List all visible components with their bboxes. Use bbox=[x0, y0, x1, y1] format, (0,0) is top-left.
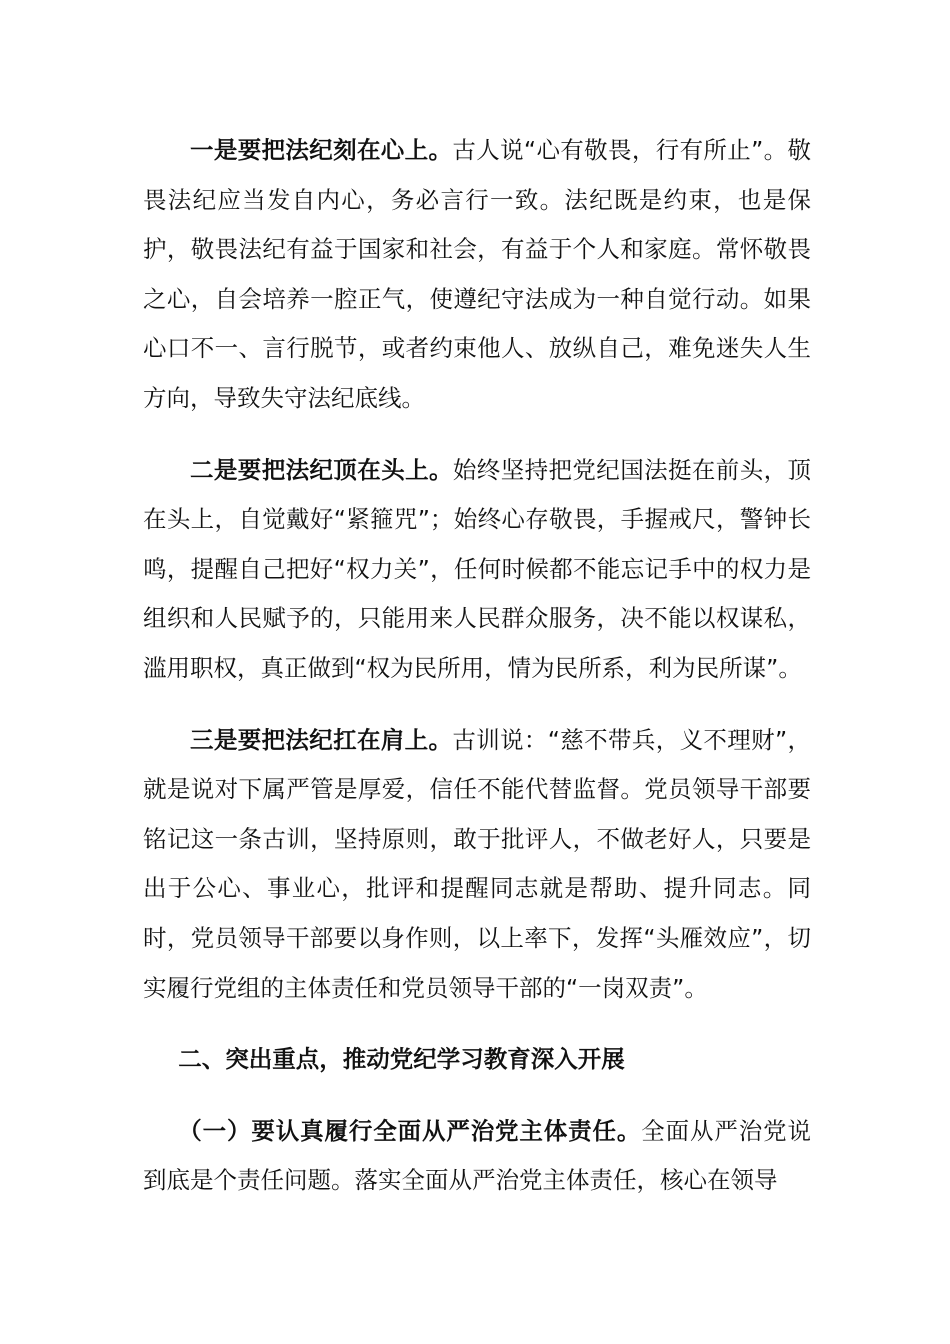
paragraph-2 bbox=[143, 446, 811, 694]
paragraph-1-body: 古人说“心有敬畏，行有所止”。敬畏法纪应当发自内心，务必言行一致。法纪既是约束，也是保护，敬畏法纪有益于国家和社会，有益于个人和家庭。常怀敬畏之心，自会培养一腔正气，使遵纪守法成为一种自觉行动。如果心口不一、言行脱节，或者约束他人、放纵自己，难免迷失人生方向，导致失守法纪底线。 bbox=[143, 136, 811, 412]
paragraph-3-lead: 三是要把法纪扛在肩上。 bbox=[190, 725, 453, 754]
sub-paragraph-lead: （一）要认真履行全面从严治党主体责任。 bbox=[178, 1116, 642, 1145]
paragraph-1-lead: 一是要把法纪刻在心上。 bbox=[190, 136, 453, 164]
section-heading: 二、突出重点，推动党纪学习教育深入开展 bbox=[178, 1045, 625, 1074]
paragraph-3 bbox=[143, 716, 811, 1014]
paragraph-2-lead: 二是要把法纪顶在头上。 bbox=[190, 455, 453, 484]
paragraph-3-body: 古训说：“慈不带兵，义不理财”，就是说对下属严管是厚爱，信任不能代替监督。党员领导干部要铭记这一条古训，坚持原则，敢于批评人，不做老好人，只要是出于公心、事业心，批评和提醒同志就是帮助、提升同志。同时，党员领导干部要以身作则，以上率下，发挥“头雁效应”，切实履行党组的主体责任和党员领导干部的“一岗双责”。 bbox=[143, 725, 811, 1002]
sub-paragraph bbox=[143, 1107, 811, 1206]
paragraph-2-body: 始终坚持把党纪国法挺在前头，顶在头上，自觉戴好“紧箍咒”；始终心存敬畏，手握戒尺，警钟长鸣，提醒自己把好“权力关”，任何时候都不能忘记手中的权力是组织和人民赋予的，只能用来人民群众服务，决不能以权谋私，滥用职权，真正做到“权为民所用，情为民所系，利为民所谋”。 bbox=[143, 455, 812, 682]
paragraph-1 bbox=[143, 126, 811, 424]
document-body bbox=[143, 126, 811, 1206]
sub-paragraph-body: 全面从严治党说到底是个责任问题。落实全面从严治党主体责任，核心在领导 bbox=[143, 1116, 812, 1195]
